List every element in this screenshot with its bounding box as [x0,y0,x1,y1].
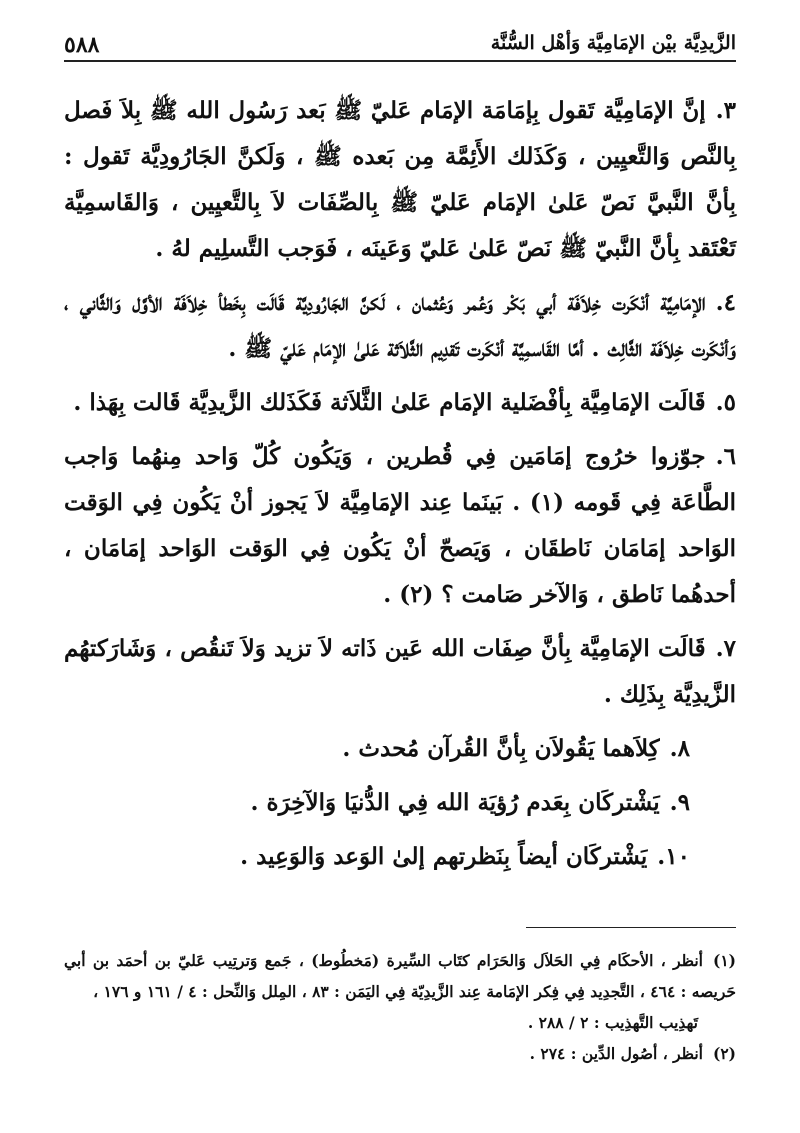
item-number: ١٠. [657,843,690,870]
item-number: ٣. [715,97,736,124]
footnote [64,945,736,1007]
item-number: ٨. [669,735,690,762]
item-number: ٦. [715,443,736,470]
list-item [64,726,736,772]
item-number: ٩. [669,789,690,816]
footnotes [64,945,736,1069]
list-item [64,434,736,618]
item-text: يَشْتركَان بِعَدم رُؤيَة الله فِي الدُّنيَا وَالآخِرَة . [250,789,660,816]
footnote-continuation [64,1007,736,1038]
list-item [64,834,736,880]
item-text: جوّزوا خرُوج إمَامَين فِي قُطرين ، وَيَكُون كُلّ وَاحد مِنهُما وَاجب الطَّاعَة فِي قَومه (١) . بَينَما عِند الإمَامِيَّة لاَ يَجوز أنْ يَكُون فِي الوَقت الوَاحد إمَامَان نَاطقَان ، وَيَصحّ أنْ يَكُون فِي الوَقت الوَاحد إمَامَان ، أحدهُما نَاطق ، وَالآخر صَامت ؟ (٢) . [64,443,736,608]
footnote-number: (١) [712,951,736,970]
item-number: ٤. [715,289,736,316]
item-text: قَالَت الإمَامِيَّة بِأنَّ صِفَات الله عَين ذَاته لاَ تزيد وَلاَ تَنقُص ، وَشَارَكتهُم الزَّيدِيَّة بِذَلِك . [64,635,736,708]
item-text: قَالَت الإمَامِيَّة بِأفْضَلية الإمَام عَلىٰ الثَّلاَثة فَكَذَلك الزَّيدِيَّة قَالت بِهَذا . [73,389,706,416]
item-number: ٥. [715,389,736,416]
footnote-number: (٢) [712,1044,736,1063]
list-item [64,380,736,426]
item-text: إنَّ الإمَامِيَّة تَقول بِإمَامَة الإمَام عَليّ ﷺ بَعد رَسُول الله ﷺ بِلاَ فَصل بِالنَّص وَالتَّعيِين ، وَكَذَلك الأَئِمَّة مِن بَعده ﷺ ، وَلَكنَّ الجَارُودِيَّة تَقول : بِأنَّ النَّبيَّ نَصّ عَلىٰ الإمَام عَليّ ﷺ بِالصِّفَات لاَ بِالتَّعيِين ، وَالقَاسمِيَّة تَعْتَقد بِأنَّ النَّبيّ ﷺ نَصّ عَلىٰ عَليّ وَعَينَه ، فَوَجب التَّسلِيم لهُ . [64,97,736,262]
footnote-separator [526,927,736,928]
item-number: ٧. [715,635,736,662]
list-item [64,88,736,272]
list-item [64,280,736,372]
footnote [64,1038,736,1069]
list-item [64,780,736,826]
footnote-text: أنظر ، الأحكَام فِي الحَلاَل وَالحَرَام كتَاب السِّيرة (مَخطُوط) ، جَمع وَترتِيب عَليّ بن أحمَد بن أبي حَريصه : ٤٦٤ ، التَّجدِيد فِي فِكر الإمَامة عِند الزَّيدِيّة فِي اليَمَن : ٨٣ ، المِلل وَالنِّحل : ٤ / ١٦١ و ١٧٦ ، [64,951,736,1001]
page-number: ٥٨٨ [64,32,100,58]
footnote-text: تَهذِيب التَّهذِيب : ٢ / ٢٨٨ . [527,1013,698,1032]
page-header [64,30,736,62]
item-text: كِلاَهما يَقُولاَن بِأنَّ القُرآن مُحدث . [342,735,660,762]
main-text [64,88,736,888]
list-item [64,626,736,718]
footnote-text: أنظر ، أصُول الدِّين : ٢٧٤ . [529,1044,703,1063]
running-title: الزَّيدِيَّة بيْن الإمَامِيَّة وَأهْل السُّنَّة [490,32,736,54]
item-text: الإمَامِيَّة أنْكَرت خِلاَفَة أبي بَكْر وَعُمر وَعُثمان ، لَكنَّ الجَارُودِيَّة قَالَت بِخَطأ خِلاَفَة الأوَّل وَالثَّاني ، وَأنْكَرت خِلاَفَة الثَّالِث . أمَّا القَاسمِيَّة أنْكَرت تَقدِيم الثَّلاَثة عَلىٰ الإمَام عَليّ ﷺ . [64,289,736,362]
item-text: يَشْتركَان أيضاً بِنَظرتهم إلىٰ الوَعد وَالوَعِيد . [240,843,648,870]
